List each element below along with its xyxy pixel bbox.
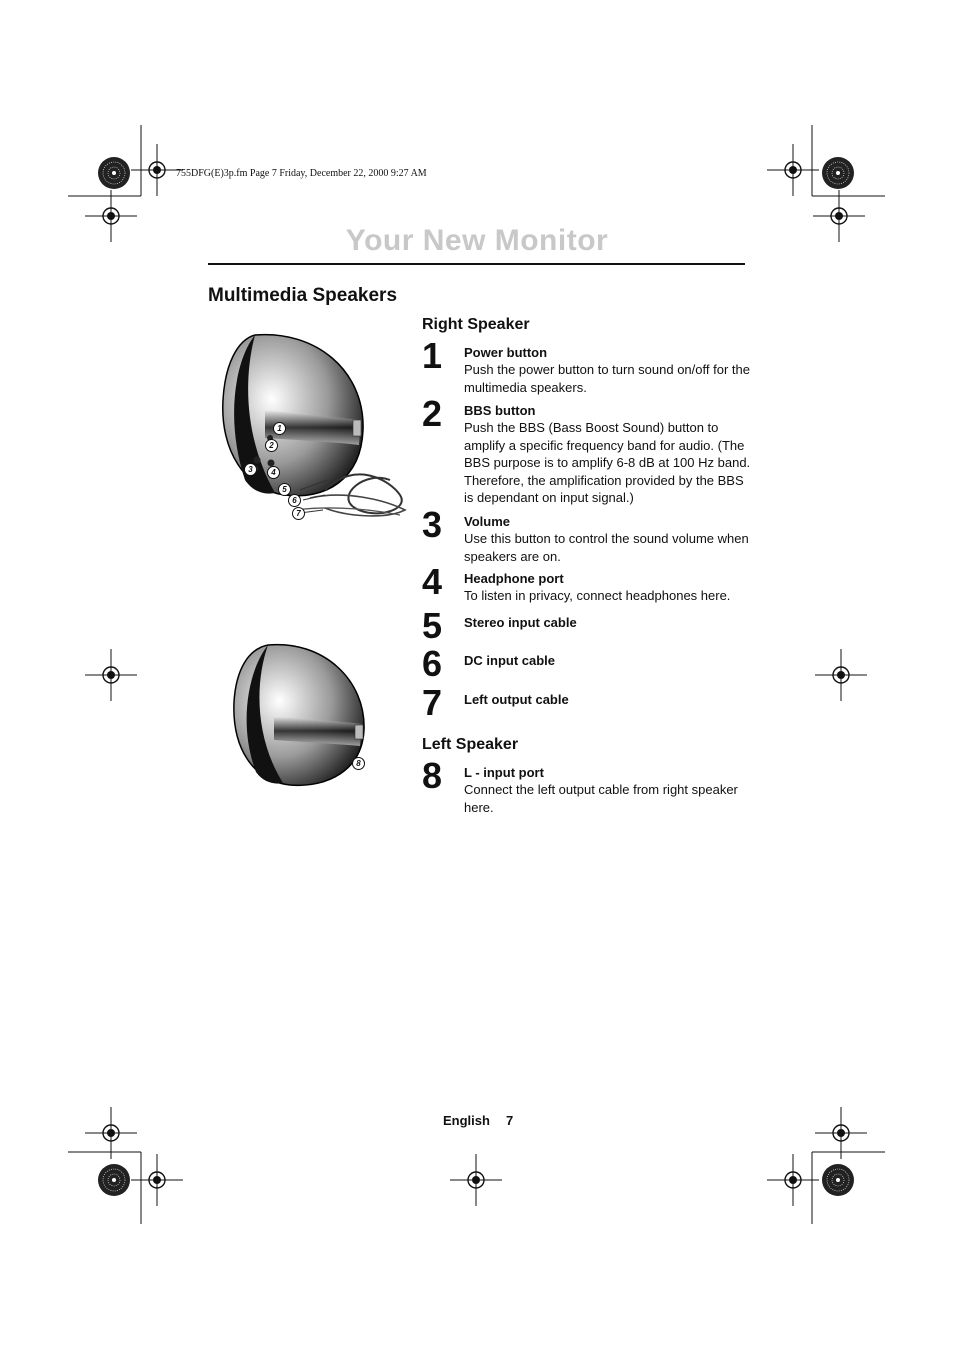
item-description: Connect the left output cable from right speaker here.: [464, 782, 738, 815]
item-title: Stereo input cable: [464, 615, 577, 630]
callout-5: 5: [278, 483, 291, 496]
left-speaker-heading: Left Speaker: [422, 736, 519, 753]
callout-4: 4: [267, 466, 280, 479]
file-slug: 755DFG(E)3p.fm Page 7 Friday, December 22, 2000 9:27 AM: [176, 168, 427, 179]
callout-2: 2: [265, 439, 278, 452]
right-speaker-heading: Right Speaker: [422, 316, 530, 333]
item-number: 7: [422, 682, 443, 723]
item-title: Headphone port: [464, 571, 564, 586]
left-speaker-illustration: [228, 640, 388, 790]
callout-1: 1: [273, 422, 286, 435]
item-title: BBS button: [464, 403, 536, 418]
item-title: Volume: [464, 514, 510, 529]
item-title: L - input port: [464, 765, 544, 780]
item-number: 8: [422, 755, 443, 796]
item-title: Left output cable: [464, 692, 569, 707]
page-title: Your New Monitor: [345, 224, 609, 257]
item-number: 2: [422, 393, 443, 434]
section-title: Multimedia Speakers: [208, 285, 398, 306]
item-number: 5: [422, 605, 443, 646]
item-number: 6: [422, 643, 443, 684]
title-rule: [208, 263, 745, 265]
callout-8: 8: [352, 757, 365, 770]
right-speaker-illustration: [215, 330, 425, 530]
footer-language: English: [443, 1113, 490, 1128]
callout-6: 6: [288, 494, 301, 507]
item-description: To listen in privacy, connect headphones here.: [464, 588, 731, 603]
item-description: Push the BBS (Bass Boost Sound) button to amplify a specific frequency band for audio. (The BBS purpose is to amplify 6-8 dB at 100 Hz band. Therefore, the amplification provided by the BBS is dependant on input signal.): [464, 420, 751, 505]
item-description: Use this button to control the sound volume when speakers are on.: [464, 531, 749, 564]
item-number: 3: [422, 504, 443, 545]
item-title: DC input cable: [464, 653, 556, 668]
item-description: Push the power button to turn sound on/off for the multimedia speakers.: [464, 362, 750, 395]
item-number: 4: [422, 561, 443, 602]
page-footer: [443, 1113, 529, 1128]
page-number: 7: [505, 1113, 514, 1128]
callout-3: 3: [244, 463, 257, 476]
item-title: Power button: [464, 345, 548, 360]
callout-7: 7: [292, 507, 305, 520]
item-number: 1: [422, 335, 443, 376]
